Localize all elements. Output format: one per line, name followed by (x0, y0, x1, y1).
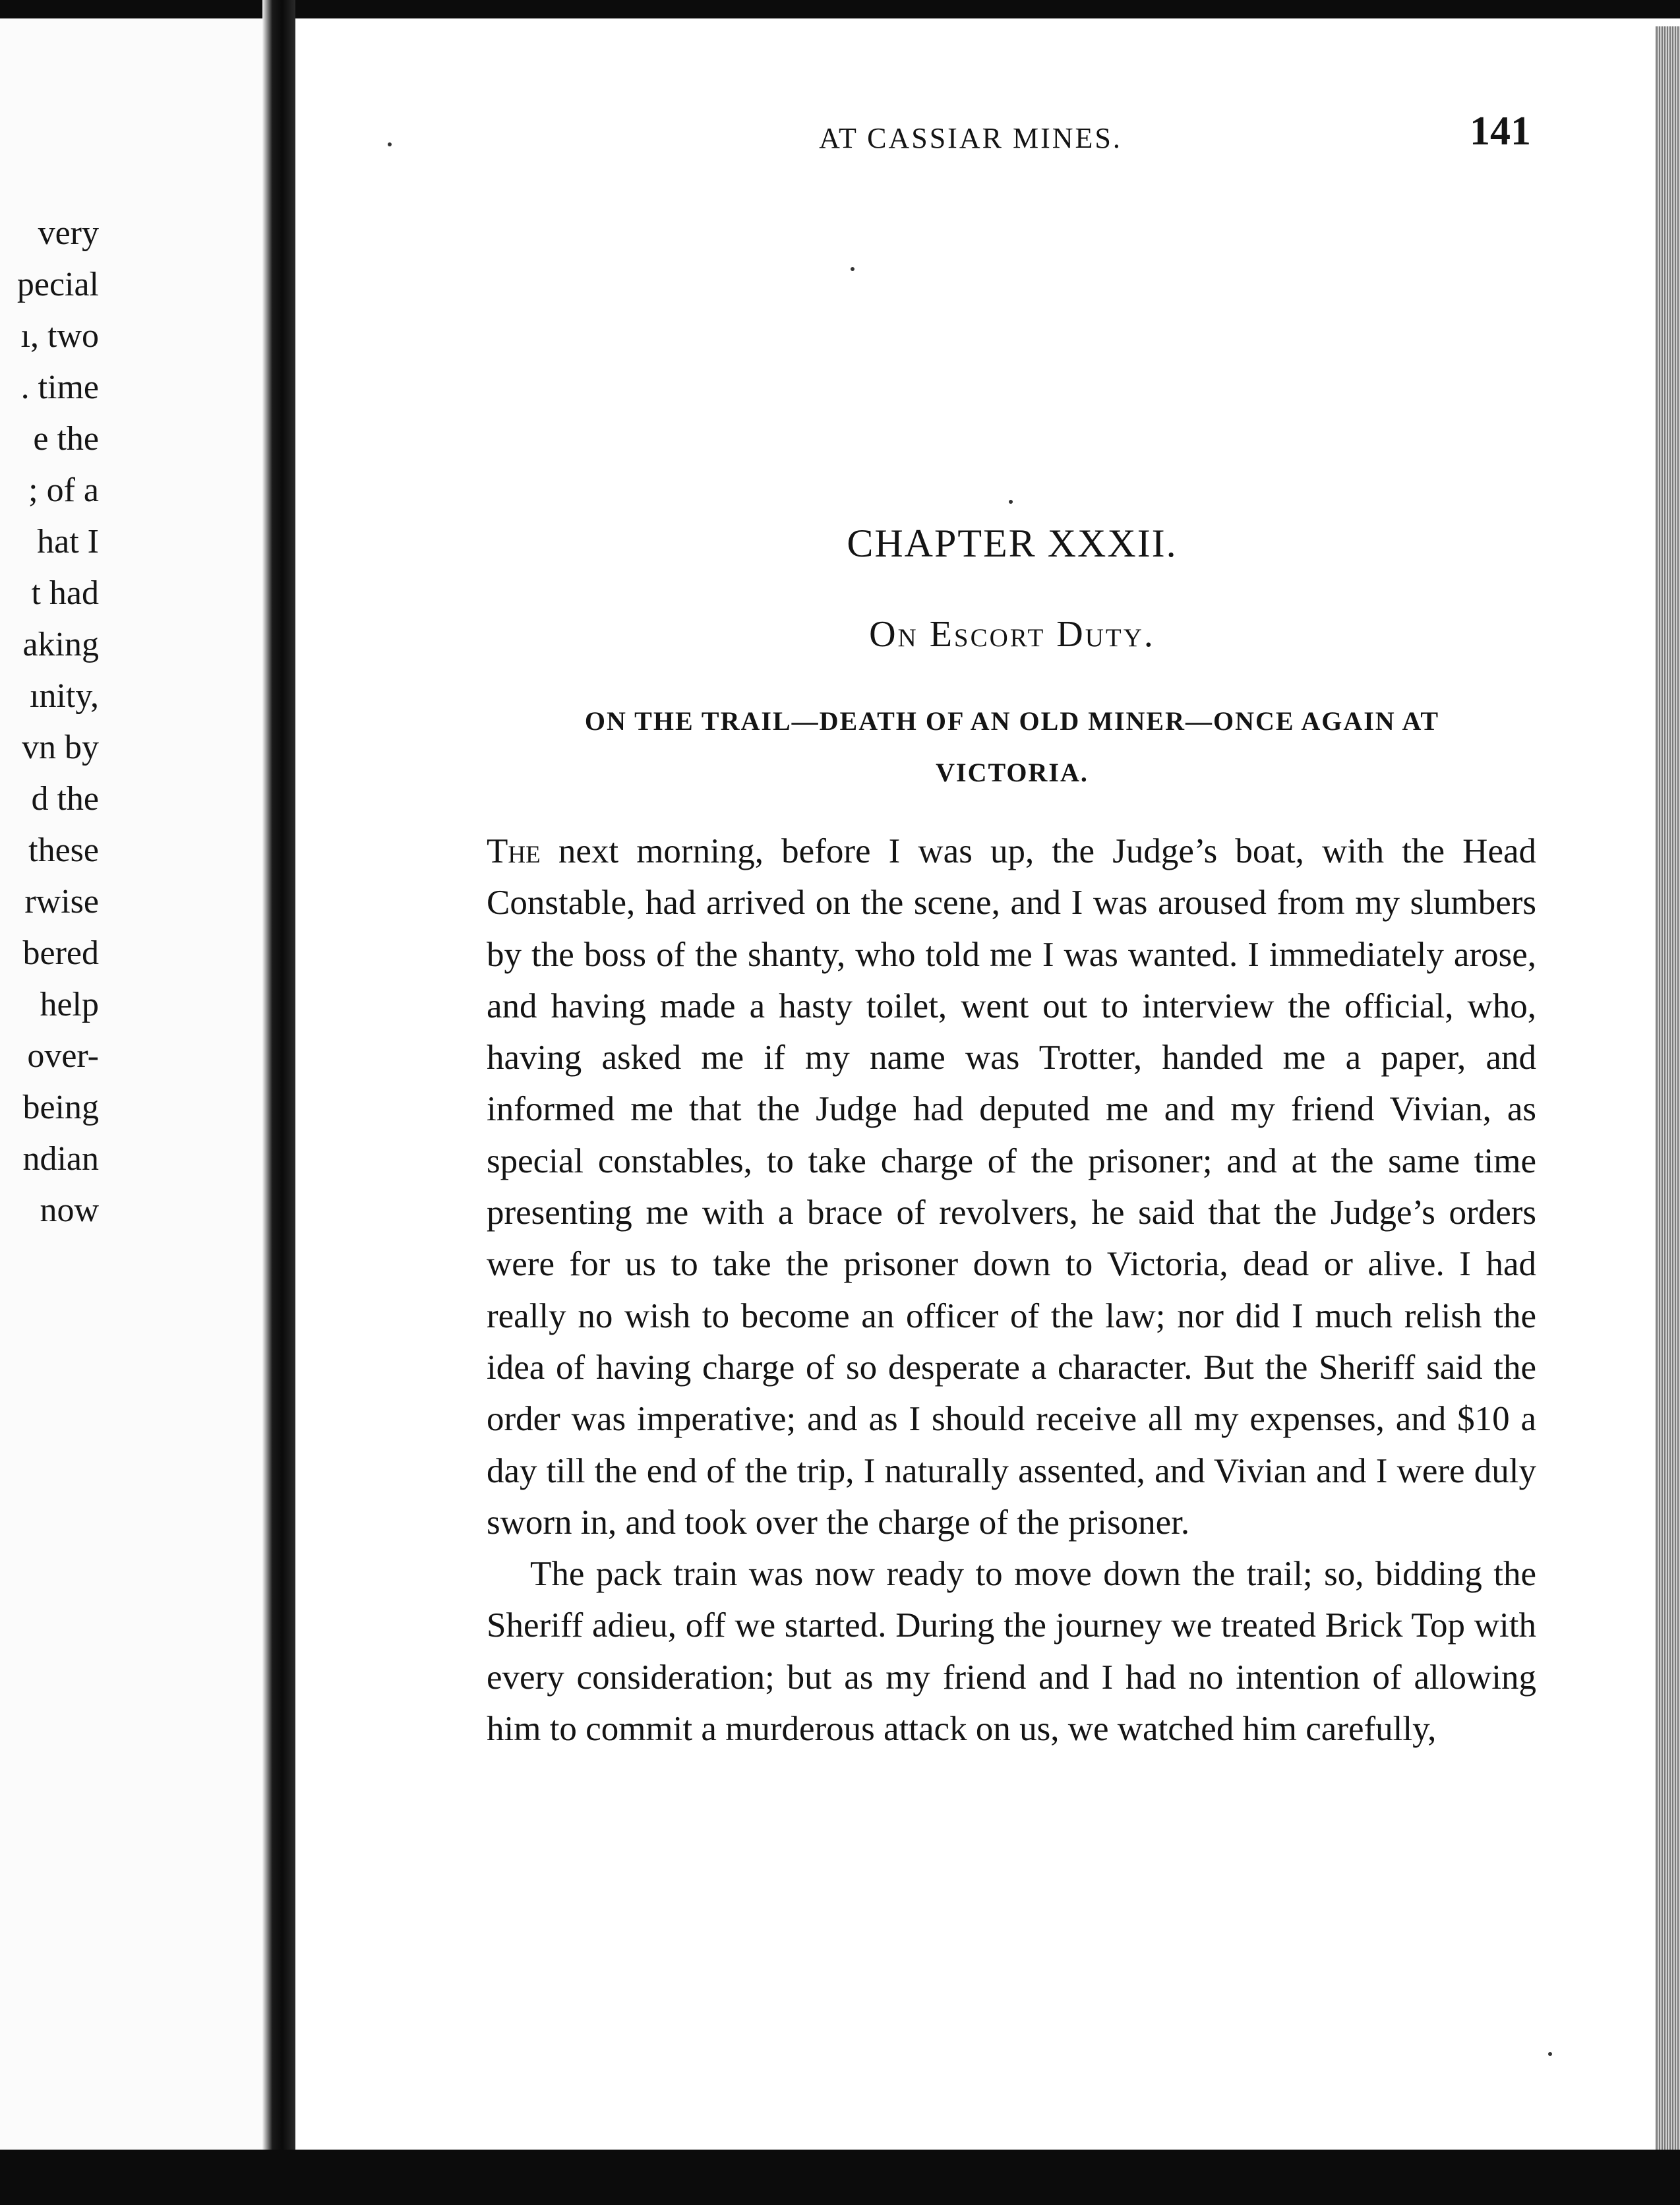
left-page-fragment: t had (31, 574, 99, 612)
scan-speck (1009, 500, 1013, 504)
left-page-fragment: e the (33, 420, 99, 458)
running-head (522, 103, 1531, 156)
scan-border-top (0, 0, 1680, 18)
left-page-fragment: pecial (16, 266, 99, 303)
left-page-fragment: over- (27, 1037, 99, 1075)
synopsis-line: ON THE TRAIL—DEATH OF AN OLD MINER—ONCE AGAIN AT (584, 706, 1440, 736)
left-page-fragment: . time (20, 369, 99, 406)
book-gutter (262, 0, 295, 2176)
left-page-fragment: now (40, 1192, 99, 1229)
synopsis-line: VICTORIA. (936, 758, 1089, 787)
left-page-fragment: very (38, 214, 99, 252)
scan-speck (1548, 2052, 1552, 2056)
left-page-fragment: help (40, 986, 99, 1023)
page-fore-edge (1655, 26, 1680, 2150)
page-number: 141 (1470, 109, 1531, 154)
left-page-fragment: d the (31, 780, 99, 818)
chapter-title: On Escort Duty. (869, 614, 1155, 655)
left-page-fragment: ınity, (30, 677, 99, 715)
left-page-fragment: aking (22, 626, 99, 663)
paragraph (487, 826, 1536, 1548)
chapter-number: CHAPTER XXXII. (847, 522, 1178, 565)
left-page-fragment: bered (22, 934, 99, 972)
left-page-fragment: these (28, 831, 99, 869)
left-page-fragment: ; of a (28, 471, 99, 509)
left-page-edge (0, 18, 262, 2150)
left-page-fragment: ı, two (20, 317, 99, 355)
paragraph-lead-word: The (487, 832, 541, 870)
paragraph: The pack train was now ready to move down the trail; so, bidding the Sheriff adieu, off we started. During the journey we treated Brick Top with every consideration; but as my friend and I had no intention of allowing him to commit a murderous attack on us, we watched him carefully, (487, 1555, 1536, 1749)
left-page-fragment: rwise (24, 883, 99, 921)
running-head-title: AT CASSIAR MINES. (819, 122, 1122, 154)
chapter-synopsis (488, 696, 1536, 799)
scan-speck (388, 142, 392, 146)
scan-speck (851, 267, 855, 271)
body-text (487, 826, 1536, 1755)
left-page-fragment: hat I (37, 523, 99, 560)
left-page-fragment: being (22, 1089, 99, 1126)
scan-border-bottom (0, 2150, 1680, 2205)
left-page-fragment: vn by (22, 729, 99, 766)
paragraph-text: next morning, before I was up, the Judge’s boat, with the Head Constable, had arrived on the scene, and I was aroused from my slumbers by the boss of the shanty, who told me I was wanted. I immediately arose, and having made a hasty toilet, went out to interview the official, who, having asked me if my name was Trotter, handed me a paper, and informed me that the Judge had deputed me and my friend Vivian, as special constables, to take charge of the prisoner; and at the same time presenting me with a brace of revolvers, he said that the Judge’s orders were for us to take the prisoner down to Victoria, dead or alive. I had really no wish to become an officer of the law; nor did I much relish the idea of having charge of so desperate a character. But the Sheriff said the order was imperative; and as I should receive all my expenses, and $10 a day till the end of the trip, I naturally assented, and Vivian and I were duly sworn in, and took over the charge of the prisoner. (487, 832, 1536, 1542)
left-page-fragment: ndian (22, 1140, 99, 1178)
